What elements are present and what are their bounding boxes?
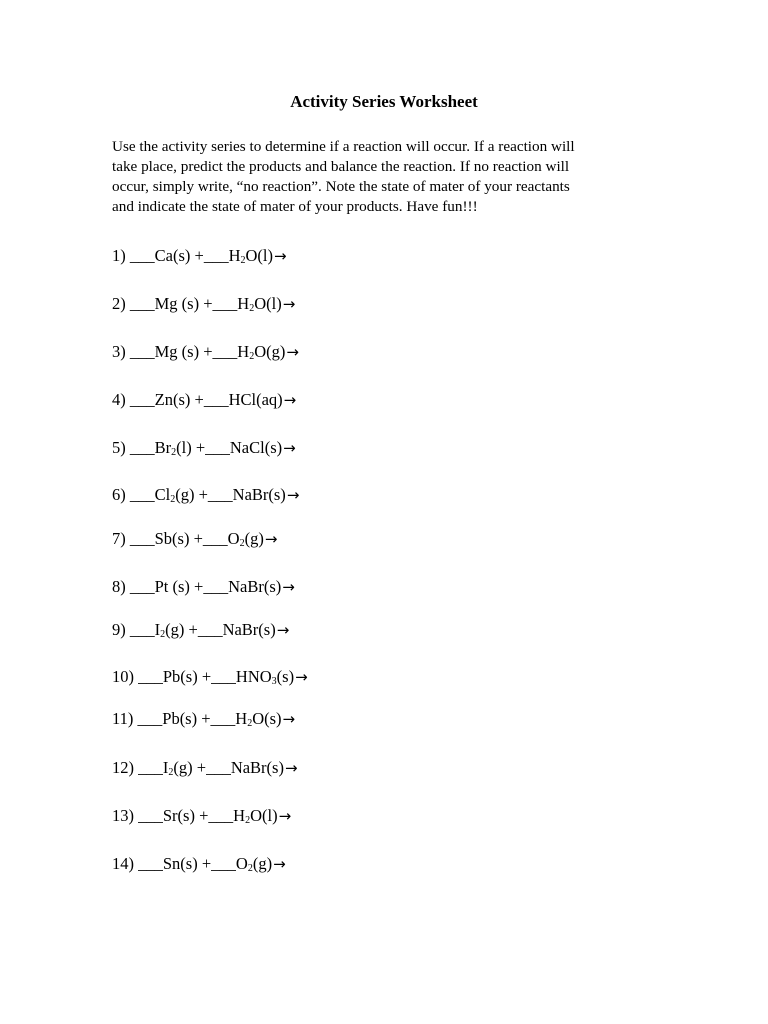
arrow-icon: →	[295, 668, 308, 686]
arrow-icon: →	[282, 295, 296, 313]
plus-sign: +	[194, 485, 208, 504]
problem-number: 3)	[112, 342, 130, 361]
arrow-icon: →	[282, 578, 295, 596]
answer-blank: ___	[208, 806, 234, 825]
reactant-1: Pb(s)	[162, 709, 198, 728]
page-title: Activity Series Worksheet	[290, 92, 478, 111]
subscript: 2	[170, 494, 176, 505]
reactant-2: $H_2O(s)$	[235, 709, 282, 729]
problem-number: 14)	[112, 854, 139, 873]
answer-blank: ___	[205, 438, 230, 457]
instructions-paragraph	[112, 137, 672, 217]
arrow-icon: →	[276, 621, 290, 639]
answer-blank: ___	[138, 667, 163, 686]
subscript: 3	[271, 676, 277, 687]
answer-blank: ___	[129, 577, 155, 596]
arrow-icon: →	[284, 759, 298, 777]
problem-item	[112, 293, 295, 315]
arrow-icon: →	[283, 439, 296, 457]
reactant-2: $H_2O(g)$	[237, 342, 286, 362]
reactant-1: $Br_2(l)$	[154, 438, 192, 458]
instructions-line: and indicate the state of mater of your products. Have fun!!!	[112, 198, 478, 215]
subscript: 2	[160, 629, 166, 640]
answer-blank: ___	[211, 667, 236, 686]
answer-blank: ___	[202, 529, 228, 548]
arrow-icon: →	[282, 710, 296, 728]
answer-blank: ___	[129, 390, 155, 409]
arrow-icon: →	[278, 807, 292, 825]
answer-blank: ___	[137, 709, 163, 728]
answer-blank: ___	[211, 854, 236, 873]
problem-number: 5)	[112, 438, 130, 457]
answer-blank: ___	[138, 806, 163, 825]
reactant-1: Ca(s)	[154, 246, 191, 265]
problem-number: 12)	[112, 758, 139, 777]
plus-sign: +	[197, 854, 212, 873]
instructions-line: Use the activity series to determine if a reaction will occur. If a reaction will	[112, 138, 575, 155]
problem-number: 4)	[112, 390, 130, 409]
problem-item	[112, 484, 299, 506]
answer-blank: ___	[129, 294, 155, 313]
answer-blank: ___	[129, 246, 155, 265]
reactant-1: Sr(s)	[162, 806, 195, 825]
subscript: 2	[239, 538, 245, 549]
subscript: 2	[247, 718, 253, 729]
plus-sign: +	[190, 390, 204, 409]
arrow-icon: →	[264, 530, 278, 548]
answer-blank: ___	[129, 529, 155, 548]
plus-sign: +	[189, 529, 203, 548]
problem-number: 7)	[112, 529, 130, 548]
reactant-1: Sn(s)	[162, 854, 198, 873]
problem-item	[112, 757, 298, 779]
plus-sign: +	[199, 294, 213, 313]
problem-item	[112, 805, 291, 827]
plus-sign: +	[191, 438, 206, 457]
reactant-2: NaBr(s)	[230, 758, 284, 777]
problem-number: 13)	[112, 806, 139, 825]
instructions-line: take place, predict the products and balance the reaction. If no reaction will	[112, 158, 570, 175]
answer-blank: ___	[206, 758, 231, 777]
problem-number: 1)	[112, 246, 130, 265]
arrow-icon: →	[273, 247, 287, 265]
reactant-1: $I_2(g)$	[154, 620, 185, 640]
reactant-2: $O_2(g)$	[235, 854, 273, 874]
answer-blank: ___	[203, 577, 229, 596]
reactant-1: $Cl_2(g)$	[154, 485, 195, 505]
plus-sign: +	[192, 758, 207, 777]
reactant-1: Mg (s)	[154, 294, 200, 313]
problem-number: 8)	[112, 577, 130, 596]
plus-sign: +	[190, 246, 204, 265]
answer-blank: ___	[138, 854, 163, 873]
reactant-1: $I_2(g)$	[162, 758, 193, 778]
problem-item	[112, 341, 299, 363]
plus-sign: +	[197, 667, 212, 686]
problem-number: 9)	[112, 620, 130, 639]
answer-blank: ___	[212, 342, 238, 361]
answer-blank: ___	[129, 620, 155, 639]
answer-blank: ___	[138, 758, 163, 777]
problem-number: 10)	[112, 667, 139, 686]
reactant-1: Zn(s)	[154, 390, 191, 409]
reactant-2: NaBr(s)	[228, 577, 282, 596]
plus-sign: +	[199, 342, 213, 361]
reactant-1: Pt (s)	[154, 577, 190, 596]
subscript: 2	[168, 767, 174, 778]
problem-number: 2)	[112, 294, 130, 313]
problem-item	[112, 389, 296, 411]
reactant-2: $HNO_3(s)$	[235, 667, 295, 687]
subscript: 2	[249, 351, 255, 362]
arrow-icon: →	[286, 486, 300, 504]
answer-blank: ___	[212, 294, 238, 313]
plus-sign: +	[184, 620, 198, 639]
answer-blank: ___	[129, 485, 155, 504]
problem-item	[112, 437, 296, 459]
reactant-2: NaCl(s)	[229, 438, 283, 457]
reactant-1: Mg (s)	[154, 342, 200, 361]
reactant-2: $H_2O(l)$	[233, 806, 278, 826]
reactant-1: Pb(s)	[162, 667, 198, 686]
reactant-2: $O_2(g)$	[227, 529, 264, 549]
reactant-1: Sb(s)	[154, 529, 190, 548]
answer-blank: ___	[129, 342, 155, 361]
plus-sign: +	[197, 709, 211, 728]
reactant-2: NaBr(s)	[222, 620, 276, 639]
answer-blank: ___	[129, 438, 155, 457]
arrow-icon: →	[283, 391, 297, 409]
problem-item	[112, 853, 286, 875]
plus-sign: +	[194, 806, 209, 825]
problem-item	[112, 666, 308, 688]
problem-item	[112, 619, 289, 641]
instructions-line: occur, simply write, “no reaction”. Note the state of mater of your reactants	[112, 178, 570, 195]
reactant-2: NaBr(s)	[232, 485, 286, 504]
problem-item	[112, 576, 295, 598]
problem-number: 6)	[112, 485, 130, 504]
problem-number: 11)	[112, 709, 138, 728]
reactant-2: HCl(aq)	[228, 390, 283, 409]
subscript: 2	[240, 255, 246, 266]
subscript: 2	[245, 815, 251, 826]
arrow-icon: →	[286, 343, 299, 361]
problem-item	[112, 528, 277, 550]
subscript: 2	[249, 303, 255, 314]
plus-sign: +	[189, 577, 204, 596]
problem-item	[112, 708, 295, 730]
reactant-2: $H_2O(l)$	[237, 294, 282, 314]
reactant-2: $H_2O(l)$	[228, 246, 273, 266]
subscript: 2	[247, 863, 253, 874]
subscript: 2	[171, 447, 177, 458]
answer-blank: ___	[210, 709, 236, 728]
problem-item	[112, 245, 287, 267]
answer-blank: ___	[203, 390, 229, 409]
answer-blank: ___	[207, 485, 233, 504]
answer-blank: ___	[197, 620, 223, 639]
answer-blank: ___	[203, 246, 229, 265]
arrow-icon: →	[273, 855, 286, 873]
